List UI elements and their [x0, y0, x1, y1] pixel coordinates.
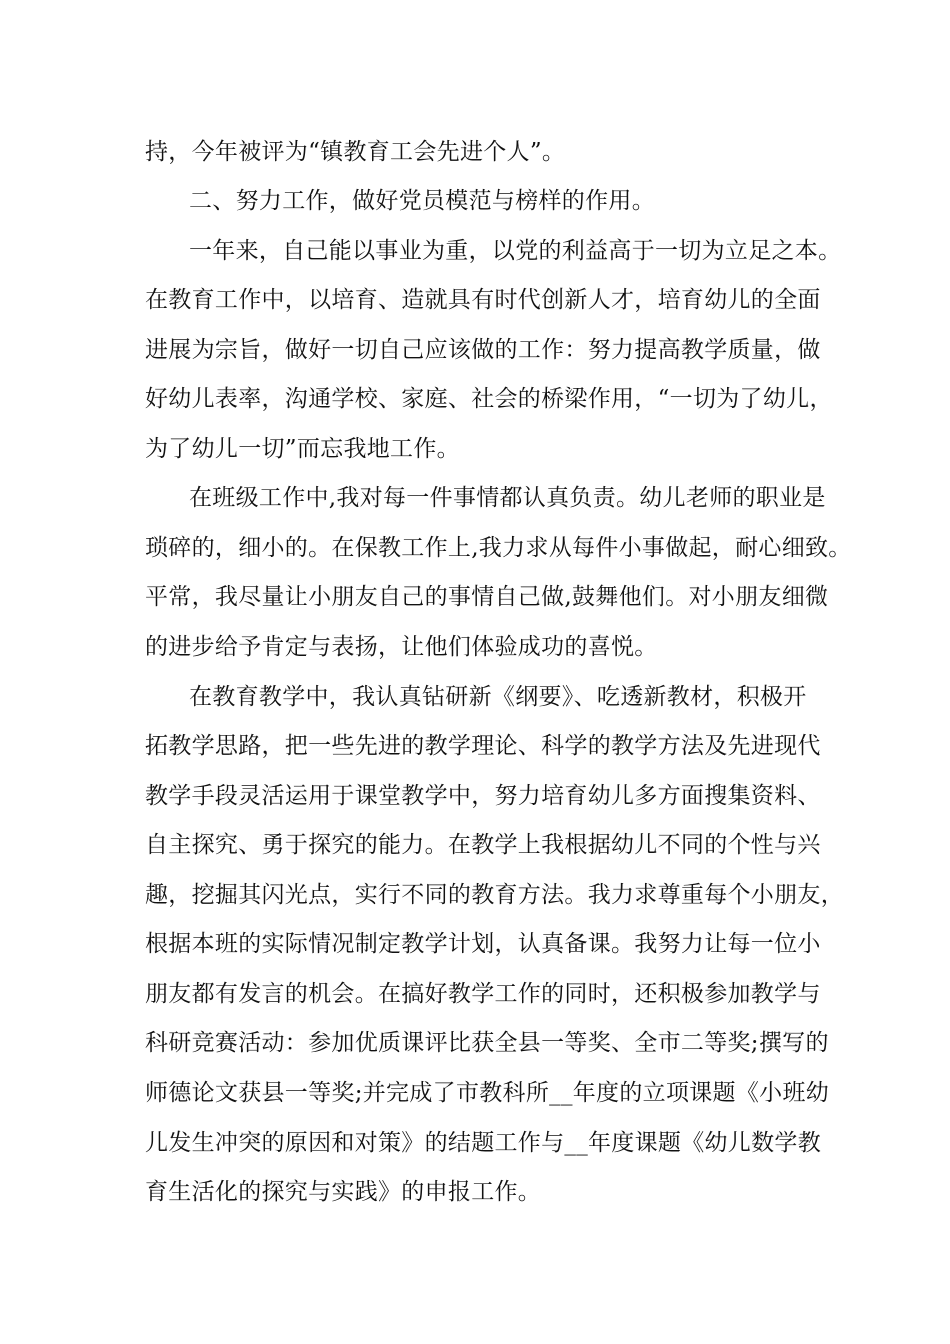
text-line: 一年来，自己能以事业为重，以党的利益高于一切为立足之本。: [189, 238, 842, 264]
text-line: 在教育教学中，我认真钻研新《纲要》、吃透新教材，积极开: [189, 684, 807, 710]
text-line: 进展为宗旨，做好一切自己应该做的工作：努力提高教学质量，做: [145, 337, 821, 363]
text-line: 根据本班的实际情况制定教学计划，认真备课。我努力让每一位小: [145, 931, 821, 957]
text-line: 育生活化的探究与实践》的申报工作。: [145, 1179, 542, 1205]
text-line: 儿发生冲突的原因和对策》的结题工作与__年度课题《幼儿数学教: [145, 1130, 821, 1156]
text-line: 持，今年被评为“镇教育工会先进个人”。: [145, 139, 566, 165]
text-line: 拓教学思路，把一些先进的教学理论、科学的教学方法及先进现代: [145, 733, 821, 759]
text-line: 好幼儿表率，沟通学校、家庭、社会的桥梁作用，“一切为了幼儿，: [145, 386, 833, 412]
text-line: 为了幼儿一切”而忘我地工作。: [145, 436, 460, 462]
text-line: 朋友都有发言的机会。在搞好教学工作的同时，还积极参加教学与: [145, 981, 821, 1007]
text-line: 在班级工作中,我对每一件事情都认真负责。幼儿老师的职业是: [189, 485, 826, 511]
text-line: 趣，挖掘其闪光点，实行不同的教育方法。我力求尊重每个小朋友，: [145, 882, 844, 908]
text-line: 师德论文获县一等奖;并完成了市教科所__年度的立项课题《小班幼: [145, 1080, 830, 1106]
text-line: 科研竞赛活动：参加优质课评比获全县一等奖、全市二等奖;撰写的: [145, 1030, 829, 1056]
text-line: 自主探究、勇于探究的能力。在教学上我根据幼儿不同的个性与兴: [145, 832, 821, 858]
text-line: 琐碎的，细小的。在保教工作上,我力求从每件小事做起，耐心细致。: [145, 535, 852, 561]
section-heading: 二、努力工作，做好党员模范与榜样的作用。: [189, 188, 655, 214]
text-line: 平常，我尽量让小朋友自己的事情自己做,鼓舞他们。对小朋友细微: [145, 584, 829, 610]
text-line: 的进步给予肯定与表扬，让他们体验成功的喜悦。: [145, 634, 658, 660]
text-line: 在教育工作中，以培育、造就具有时代创新人才，培育幼儿的全面: [145, 287, 821, 313]
text-line: 教学手段灵活运用于课堂教学中，努力培育幼儿多方面搜集资料、: [145, 783, 821, 809]
